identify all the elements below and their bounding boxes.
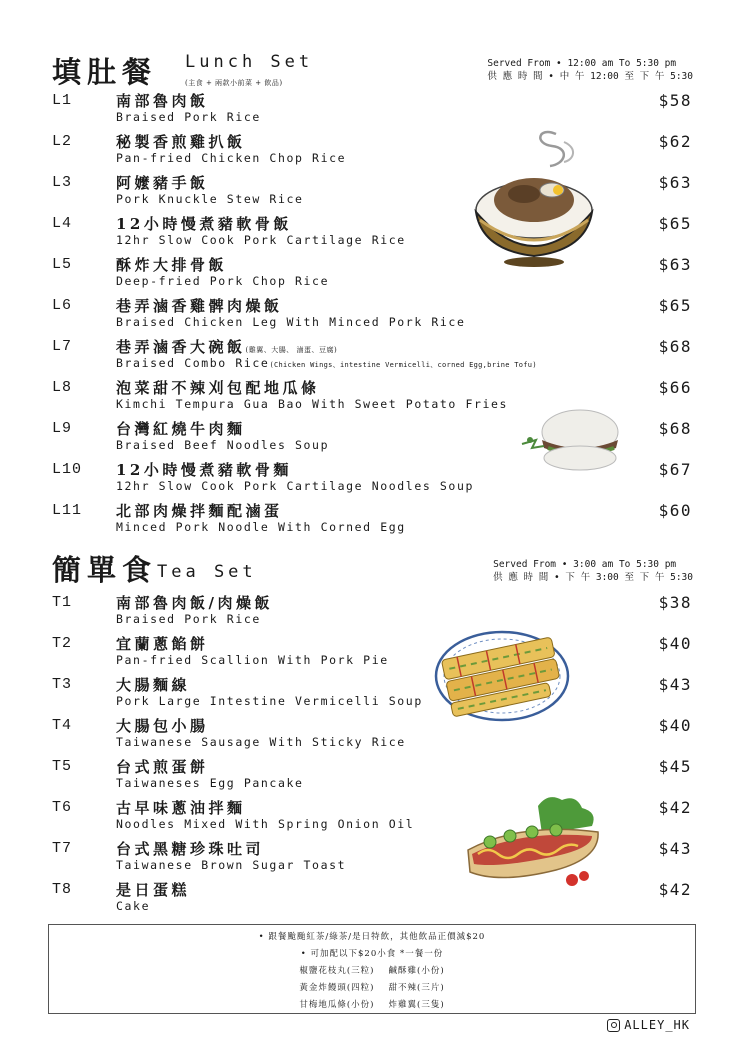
tea-served-hours	[493, 558, 693, 584]
menu-item-price: $40	[658, 634, 692, 653]
menu-item-name-zh: 12小時慢煮豬軟骨飯	[116, 215, 292, 233]
lunch-header	[52, 50, 692, 94]
menu-item-name-en: Braised Pork Rice	[116, 612, 261, 626]
instagram-handle-text: ALLEY_HK	[624, 1018, 690, 1032]
scallion-pie-illustration	[432, 626, 572, 724]
menu-item-code: L6	[52, 297, 73, 314]
menu-item-en	[116, 233, 406, 247]
menu-item-name-en: Minced Pork Noodle With Corned Egg	[116, 520, 406, 534]
menu-item-zh	[116, 838, 264, 859]
menu-item-name-zh: 南部魯肉飯/肉燥飯	[116, 594, 273, 612]
menu-item-price: $45	[658, 757, 692, 776]
menu-item-en	[116, 735, 406, 749]
menu-item-en	[116, 776, 304, 790]
menu-item-name-en: Cake	[116, 899, 151, 913]
menu-item-name-en: Pork Large Intestine Vermicelli Soup	[116, 694, 423, 708]
menu-item-code: T7	[52, 840, 73, 857]
menu-item-price: $68	[658, 419, 692, 438]
menu-item-name-en: Braised Pork Rice	[116, 110, 261, 124]
menu-item-zh	[116, 336, 337, 357]
tea-served-zh: 供 應 時 間 • 下 午 3:00 至 下 午 5:30	[493, 572, 693, 583]
menu-item-name-zh: 秘製香煎雞扒飯	[116, 133, 246, 151]
menu-item-name-zh: 阿嬤豬手飯	[116, 174, 209, 192]
menu-item-name-en: 12hr Slow Cook Pork Cartilage Rice	[116, 233, 406, 247]
menu-item-t2	[52, 633, 692, 673]
tea-served-en: Served From • 3:00 am To 5:30 pm	[493, 559, 677, 570]
taiwanese-sausage-illustration	[460, 792, 610, 892]
menu-item-zh	[116, 592, 273, 613]
menu-item-price: $42	[658, 880, 692, 899]
menu-item-zh	[116, 633, 209, 654]
tea-title-en: Tea Set	[157, 562, 257, 582]
menu-item-name-en: Pork Knuckle Stew Rice	[116, 192, 304, 206]
menu-item-en	[116, 315, 465, 329]
menu-item-price: $63	[658, 173, 692, 192]
menu-item-price: $60	[658, 501, 692, 520]
menu-item-code: L8	[52, 379, 73, 396]
menu-item-price: $43	[658, 839, 692, 858]
menu-item-name-zh: 南部魯肉飯	[116, 92, 209, 110]
menu-item-code: L10	[52, 461, 83, 478]
lunch-title-en: Lunch Set	[185, 52, 314, 72]
menu-item-name-en: Taiwanese Brown Sugar Toast	[116, 858, 347, 872]
menu-item-en	[116, 817, 414, 831]
menu-item-name-en: Deep-fried Pork Chop Rice	[116, 274, 330, 288]
note-addons: • 可加配以下$20小食 *一餐一份	[300, 949, 444, 959]
note-extras-row	[49, 981, 695, 993]
menu-item-zh	[116, 418, 246, 439]
menu-item-code: T8	[52, 881, 73, 898]
note-extra-item: 炸雞翼(三隻)	[388, 1000, 445, 1010]
menu-item-zh	[116, 377, 320, 398]
menu-item-code: T1	[52, 594, 73, 611]
menu-item-price: $42	[658, 798, 692, 817]
menu-item-name-zh: 巷弄滷香雞髀肉燥飯	[116, 297, 283, 315]
menu-item-en	[116, 694, 423, 708]
menu-item-en	[116, 274, 329, 288]
menu-item-t1	[52, 592, 692, 632]
menu-item-code: L5	[52, 256, 73, 273]
set-notes-box	[48, 924, 696, 1014]
menu-item-en	[116, 899, 150, 913]
note-extra-item: 椒鹽花枝丸(三粒)	[299, 966, 375, 976]
menu-item-zh	[116, 213, 292, 234]
menu-item-code: T6	[52, 799, 73, 816]
menu-item-en	[116, 356, 537, 370]
menu-item-price: $68	[658, 337, 692, 356]
menu-item-zh	[116, 131, 246, 152]
menu-item-price: $38	[658, 593, 692, 612]
menu-item-price: $40	[658, 716, 692, 735]
menu-item-code: T4	[52, 717, 73, 734]
menu-item-name-zh: 古早味蔥油拌麵	[116, 799, 246, 817]
menu-item-l6	[52, 295, 692, 335]
menu-item-price: $58	[658, 91, 692, 110]
menu-item-name-en: Braised Beef Noodles Soup	[116, 438, 330, 452]
menu-item-price: $63	[658, 255, 692, 274]
lunch-served-en: Served From • 12:00 am To 5:30 pm	[487, 58, 677, 69]
menu-item-name-zh: 台式黑糖珍珠吐司	[116, 840, 265, 858]
menu-item-t4	[52, 715, 692, 755]
menu-item-l7	[52, 336, 692, 376]
lunch-served-zh: 供 應 時 間 • 中 午 12:00 至 下 午 5:30	[487, 71, 693, 82]
menu-item-price: $67	[658, 460, 692, 479]
menu-item-zh	[116, 254, 227, 275]
menu-item-name-zh: 12小時慢煮豬軟骨麵	[116, 461, 292, 479]
menu-item-zh	[116, 90, 209, 111]
menu-item-en	[116, 192, 304, 206]
menu-item-name-zh: 泡菜甜不辣刈包配地瓜條	[116, 379, 320, 397]
lunch-title-zh: 填肚餐	[52, 55, 158, 89]
menu-item-en	[116, 151, 346, 165]
menu-item-name-en: Noodles Mixed With Spring Onion Oil	[116, 817, 415, 831]
menu-item-en	[116, 110, 261, 124]
menu-item-name-zh: 大腸包小腸	[116, 717, 209, 735]
note-extra-item: 鹹酥雞(小份)	[388, 966, 445, 976]
menu-item-name-zh: 酥炸大排骨飯	[116, 256, 228, 274]
menu-item-name-en: Braised Chicken Leg With Minced Pork Rice	[116, 315, 466, 329]
menu-item-price: $65	[658, 214, 692, 233]
menu-item-price: $66	[658, 378, 692, 397]
menu-item-zh	[116, 674, 190, 695]
menu-item-en	[116, 479, 474, 493]
menu-item-code: T3	[52, 676, 73, 693]
tea-title-zh: 簡單食	[52, 553, 158, 587]
menu-item-zh	[116, 756, 209, 777]
menu-item-zh	[116, 797, 246, 818]
menu-item-name-en: Kimchi Tempura Gua Bao With Sweet Potato Fries	[116, 397, 509, 411]
menu-item-en	[116, 438, 329, 452]
menu-item-name-zh: 大腸麵線	[116, 676, 191, 694]
menu-item-t3	[52, 674, 692, 714]
menu-item-l11	[52, 500, 692, 540]
menu-item-price: $65	[658, 296, 692, 315]
menu-item-name-en: Taiwanese Sausage With Sticky Rice	[116, 735, 406, 749]
menu-item-name-en: Pan-fried Chicken Chop Rice	[116, 151, 347, 165]
menu-item-code: L1	[52, 92, 73, 109]
menu-item-name-en: Taiwaneses Egg Pancake	[116, 776, 304, 790]
note-extra-item: 甘梅地瓜條(小份)	[299, 1000, 375, 1010]
menu-item-note-zh: (雞翼、大腸、 滷蛋、豆腐)	[245, 346, 338, 354]
rice-bowl-illustration	[468, 120, 604, 270]
menu-item-code: L4	[52, 215, 73, 232]
menu-item-zh	[116, 295, 283, 316]
instagram-handle[interactable]	[607, 1018, 690, 1032]
menu-item-name-en: Pan-fried Scallion With Pork Pie	[116, 653, 389, 667]
menu-item-name-zh: 巷弄滷香大碗飯	[116, 338, 246, 356]
menu-item-name-zh: 是日蛋糕	[116, 881, 191, 899]
note-drinks: • 跟餐颱颱紅茶/綠茶/是日特飲，其他飲品正價減$20	[258, 932, 486, 942]
menu-item-zh	[116, 879, 190, 900]
menu-item-name-zh: 台灣紅燒牛肉麵	[116, 420, 246, 438]
menu-item-name-zh: 北部肉燥拌麵配滷蛋	[116, 502, 283, 520]
menu-item-price: $62	[658, 132, 692, 151]
menu-item-t5	[52, 756, 692, 796]
menu-item-zh	[116, 172, 209, 193]
menu-item-name-zh: 宜蘭蔥餡餅	[116, 635, 209, 653]
gua-bao-illustration	[518, 404, 630, 476]
note-extras-row	[49, 964, 695, 976]
menu-item-zh	[116, 500, 283, 521]
menu-item-en	[116, 397, 508, 411]
lunch-subtitle: (主食 + 兩款小前菜 + 飲品)	[185, 79, 283, 87]
menu-item-en	[116, 520, 406, 534]
menu-item-en	[116, 653, 389, 667]
tea-header	[52, 548, 692, 592]
menu-item-name-en: 12hr Slow Cook Pork Cartilage Noodles Soup	[116, 479, 474, 493]
menu-item-code: L9	[52, 420, 73, 437]
menu-item-code: T5	[52, 758, 73, 775]
menu-item-price: $43	[658, 675, 692, 694]
note-extra-item: 甜不辣(三片)	[388, 983, 445, 993]
menu-item-name-en: Braised Combo Rice	[116, 356, 270, 370]
menu-item-en	[116, 858, 346, 872]
menu-item-name-zh: 台式煎蛋餅	[116, 758, 209, 776]
note-extras-row	[49, 998, 695, 1010]
menu-item-code: T2	[52, 635, 73, 652]
menu-item-note-en: (Chicken Wings、intestine Vermicelli、corned Egg,brine Tofu)	[269, 361, 537, 369]
menu-item-code: L11	[52, 502, 83, 519]
lunch-served-hours	[487, 57, 693, 83]
menu-item-code: L3	[52, 174, 73, 191]
menu-item-code: L7	[52, 338, 73, 355]
menu-item-code: L2	[52, 133, 73, 150]
note-extra-item: 黃金炸饅頭(四粒)	[299, 983, 375, 993]
menu-item-zh	[116, 459, 292, 480]
menu-item-zh	[116, 715, 209, 736]
menu-item-en	[116, 612, 261, 626]
instagram-icon	[607, 1019, 620, 1032]
